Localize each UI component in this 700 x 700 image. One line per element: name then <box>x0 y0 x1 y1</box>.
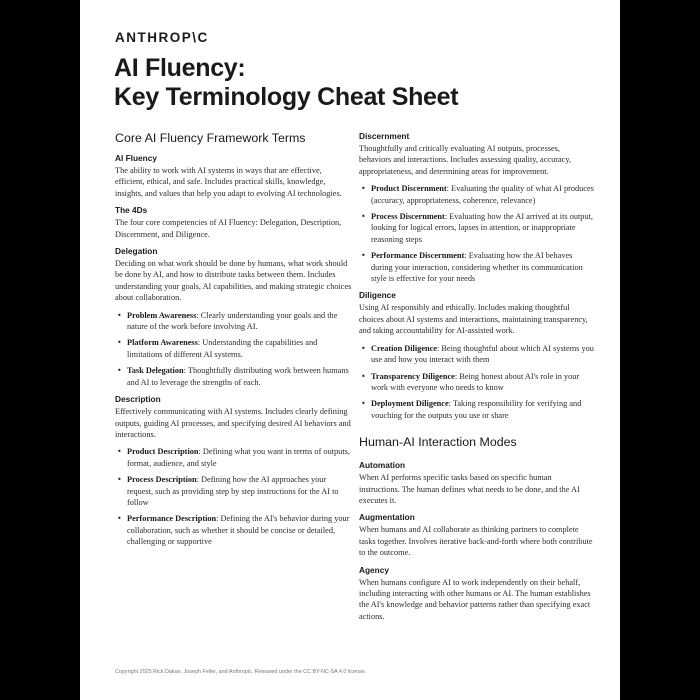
term-definition: Effectively communicating with AI systems. Includes clearly defining outputs, guiding AI processes, and specifying desired AI behaviors and interactions. <box>115 407 351 439</box>
list-item <box>359 343 594 366</box>
subterm-label: Process Description <box>127 475 197 485</box>
subterm-list <box>115 310 352 388</box>
list-item <box>359 371 594 394</box>
list-item <box>359 211 594 245</box>
term-definition: The four core competencies of AI Fluency: Delegation, Description, Discernment, and Diligence. <box>115 218 342 239</box>
term-name: The 4Ds <box>115 205 148 216</box>
term-name: AI Fluency <box>115 153 157 163</box>
list-item <box>359 250 594 284</box>
term-definition: Thoughtfully and critically evaluating AI outputs, processes, behaviors and interactions. Includes assessing quality, accuracy, appropriateness, and determining areas for improvement. <box>359 144 572 176</box>
term-delegation <box>115 246 352 388</box>
term-name: Delegation <box>115 246 158 257</box>
term-discernment <box>359 131 594 284</box>
subterm-list <box>359 343 594 421</box>
term-name: Description <box>115 394 161 405</box>
subterm-label: Deployment Diligence <box>371 399 449 409</box>
term-definition: Deciding on what work should be done by humans, what work should be done by AI, and how to distribute tasks between them. Includes understanding your goals, AI capabilities, and making strategic choices about collaboration. <box>115 259 352 303</box>
anthropic-logo: ANTHROP\C <box>115 30 209 45</box>
term-definition: When humans configure AI to work independently on their behalf, including interacting with other humans or AI. The human establishes the AI's knowledge and behavior patterns rather than specifying exact actions. <box>359 577 591 621</box>
subterm-label: Task Delegation <box>127 366 184 376</box>
document-page <box>80 0 620 700</box>
term-automation <box>359 460 594 506</box>
list-item <box>115 337 352 360</box>
copyright-footer: Copyright 2025 Rick Dakan, Joseph Feller, and Anthropic. Released under the CC BY-NC-SA 4.0 license. <box>115 669 367 675</box>
title-line-1: AI Fluency: <box>114 54 246 82</box>
term-augmentation <box>359 512 594 558</box>
term-agency <box>359 565 594 623</box>
list-item <box>115 474 352 508</box>
term-definition: Using AI responsibly and ethically. Includes making thoughtful choices about AI systems and interactions, maintaining transparency, and taking accountability for AI-assisted work. <box>359 303 588 336</box>
list-item <box>359 183 594 206</box>
list-item <box>359 398 594 421</box>
subterm-text: : Defining what you want in terms of outputs, format, audience, and style <box>127 447 350 468</box>
subterm-text: : Thoughtfully distributing work between humans and AI to leverage the strengths of each. <box>127 366 349 387</box>
term-definition: When humans and AI collaborate as thinking partners to complete tasks together. Involves iterative back-and-forth where both contribute to the outcome. <box>359 525 593 558</box>
subterm-label: Transparency Diligence <box>371 371 455 381</box>
subterm-text: : Defining how the AI approaches your request, such as providing step by step instructions for the AI to follow <box>127 475 339 507</box>
left-column <box>115 131 352 554</box>
list-item <box>115 365 352 388</box>
list-item <box>115 310 352 333</box>
subterm-label: Process Discernment <box>371 212 445 222</box>
term-name: Augmentation <box>359 512 415 523</box>
subterm-text: : Evaluating how the AI behaves during your interaction, considering whether its communication style is effective for your needs <box>371 251 583 284</box>
term-diligence <box>359 290 594 421</box>
subterm-text: : Being thoughtful about which AI systems you use and how you interact with them <box>371 343 594 365</box>
subterm-label: Platform Awareness <box>127 338 198 348</box>
subterm-label: Performance Discernment <box>371 251 465 261</box>
subterm-label: Performance Description <box>127 514 217 524</box>
term-the-4ds <box>115 205 352 240</box>
subterm-text: : Being honest about AI's role in your work with everyone who needs to know <box>371 371 580 392</box>
subterm-text: : Defining the AI's behavior during your collaboration, such as whether it should be concise or detailed, challenging or supportive <box>127 514 350 547</box>
subterm-text: : Clearly understanding your goals and the nature of the work before involving AI. <box>127 310 338 332</box>
subterm-label: Product Description <box>127 447 199 457</box>
term-definition: When AI performs specific tasks based on specific human instructions. The human defines what needs to be done, and the AI executes it. <box>359 473 580 505</box>
subterm-text: : Evaluating the quality of what AI produces (accuracy, appropriateness, coherence, relevance) <box>371 184 594 205</box>
subterm-label: Problem Awareness <box>127 310 197 320</box>
subterm-list <box>359 183 594 284</box>
term-description <box>115 394 352 547</box>
term-name: Agency <box>359 564 389 575</box>
subterm-list <box>115 446 352 547</box>
subterm-text: : Evaluating how the AI arrived at its output, looking for logical errors, lapses in attention, or inappropriate reasoning steps <box>371 212 593 244</box>
list-item <box>115 446 352 469</box>
page-title <box>114 54 458 112</box>
subterm-text: : Understanding the capabilities and limitations of different AI systems. <box>127 338 318 359</box>
right-column <box>359 131 594 628</box>
term-ai-fluency <box>115 153 352 199</box>
title-line-2: Key Terminology Cheat Sheet <box>114 83 459 111</box>
section-heading-framework-terms: Core AI Fluency Framework Terms <box>115 131 306 145</box>
term-name: Automation <box>359 460 406 471</box>
section-heading-interaction-modes: Human-AI Interaction Modes <box>359 435 517 450</box>
subterm-label: Creation Diligence <box>371 343 437 353</box>
term-name: Discernment <box>359 131 410 141</box>
list-item <box>115 513 352 547</box>
subterm-label: Product Discernment <box>371 184 447 194</box>
term-definition: The ability to work with AI systems in ways that are effective, efficient, ethical, and safe. Includes practical skills, knowledge, insights, and values that help you adapt to evolving AI technologies. <box>115 166 342 198</box>
subterm-text: : Taking responsibility for verifying and vouching for the outputs you use or share <box>371 399 582 420</box>
term-name: Diligence <box>359 290 396 301</box>
